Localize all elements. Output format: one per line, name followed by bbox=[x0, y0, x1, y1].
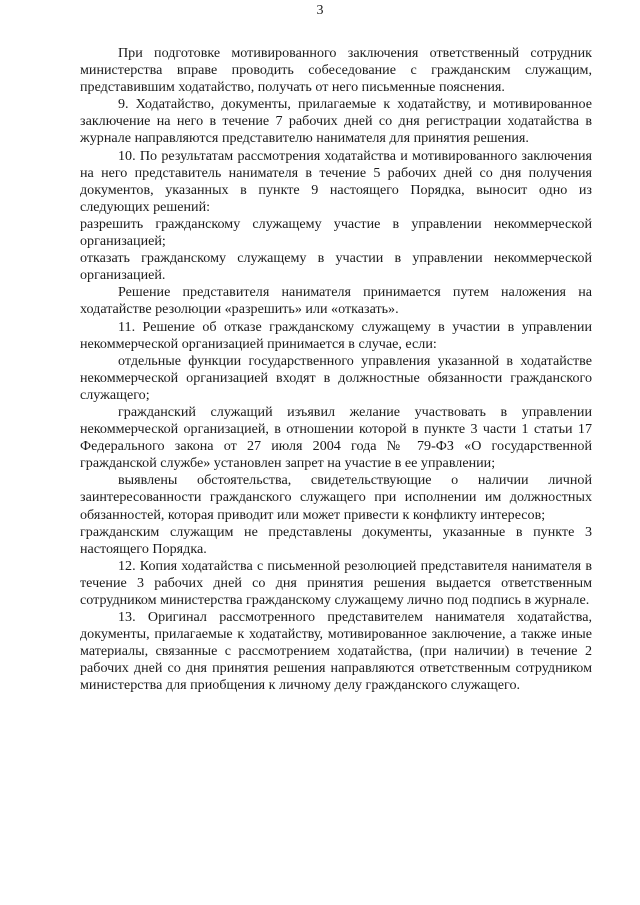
paragraph-decision-allow: разрешить гражданскому служащему участие в управлении некоммерческой организацией; bbox=[80, 215, 592, 250]
paragraph-resolution: Решение представителя нанимателя принимается путем наложения на ходатайстве резолюции «разрешить» или «отказать». bbox=[80, 284, 592, 318]
page-number: 3 bbox=[316, 3, 324, 18]
paragraph-item-9: 9. Ходатайство, документы, прилагаемые к ходатайству, и мотивированное заключение на него в течение 7 рабочих дней со дня регистрации ходатайства в журнале направляются представителю нанимателя для принятия решения. bbox=[80, 96, 592, 147]
paragraph-item-11: 11. Решение об отказе гражданскому служащему в участии в управлении некоммерческой организацией принимается в случае, если: bbox=[80, 318, 592, 352]
document-body bbox=[80, 45, 592, 695]
paragraph-reason-functions: отдельные функции государственного управления указанной в ходатайстве некоммерческой организацией входят в должностные обязанности гражданского служащего; bbox=[80, 352, 592, 403]
paragraph-item-10: 10. По результатам рассмотрения ходатайства и мотивированного заключения на него представитель нанимателя в течение 5 рабочих дней со дня получения документов, указанных в пункте 9 настоящего Порядка, выносит одно из следующих решений: bbox=[80, 147, 592, 215]
paragraph-item-12: 12. Копия ходатайства с письменной резолюцией представителя нанимателя в течение 3 рабочих дней со дня принятия решения выдается ответственным сотрудником министерства гражданскому служащему лично под подпись в журнале. bbox=[80, 557, 592, 608]
paragraph-reason-documents: гражданским служащим не представлены документы, указанные в пункте 3 настоящего Порядка. bbox=[80, 523, 592, 557]
paragraph-reason-prohibition: гражданский служащий изъявил желание участвовать в управлении некоммерческой организацией, в отношении которой в пункте 3 части 1 статьи 17 Федерального закона от 27 июля 2004 года № 79-ФЗ «О государственной гражданской службе» установлен запрет на участие в ее управлении; bbox=[80, 403, 592, 472]
paragraph-reason-conflict: выявлены обстоятельства, свидетельствующие о наличии личной заинтересованности гражданского служащего при исполнении им должностных обязанностей, которая приводит или может привести к конфликту интересов; bbox=[80, 472, 592, 523]
paragraph-consultation: При подготовке мотивированного заключения ответственный сотрудник министерства вправе проводить собеседование с гражданским служащим, представившим ходатайство, получать от него письменные пояснения. bbox=[80, 45, 592, 96]
paragraph-decision-refuse: отказать гражданскому служащему в участии в управлении некоммерческой организацией. bbox=[80, 250, 592, 284]
paragraph-item-13: 13. Оригинал рассмотренного представителем нанимателя ходатайства, документы, прилагаемые к ходатайству, мотивированное заключение, а также иные материалы, связанные с рассмотрением ходатайства, (при наличии) в течение 2 рабочих дней со дня принятия решения направляются ответственным сотрудником министерства для приобщения к личному делу гражданского служащего. bbox=[80, 609, 592, 694]
